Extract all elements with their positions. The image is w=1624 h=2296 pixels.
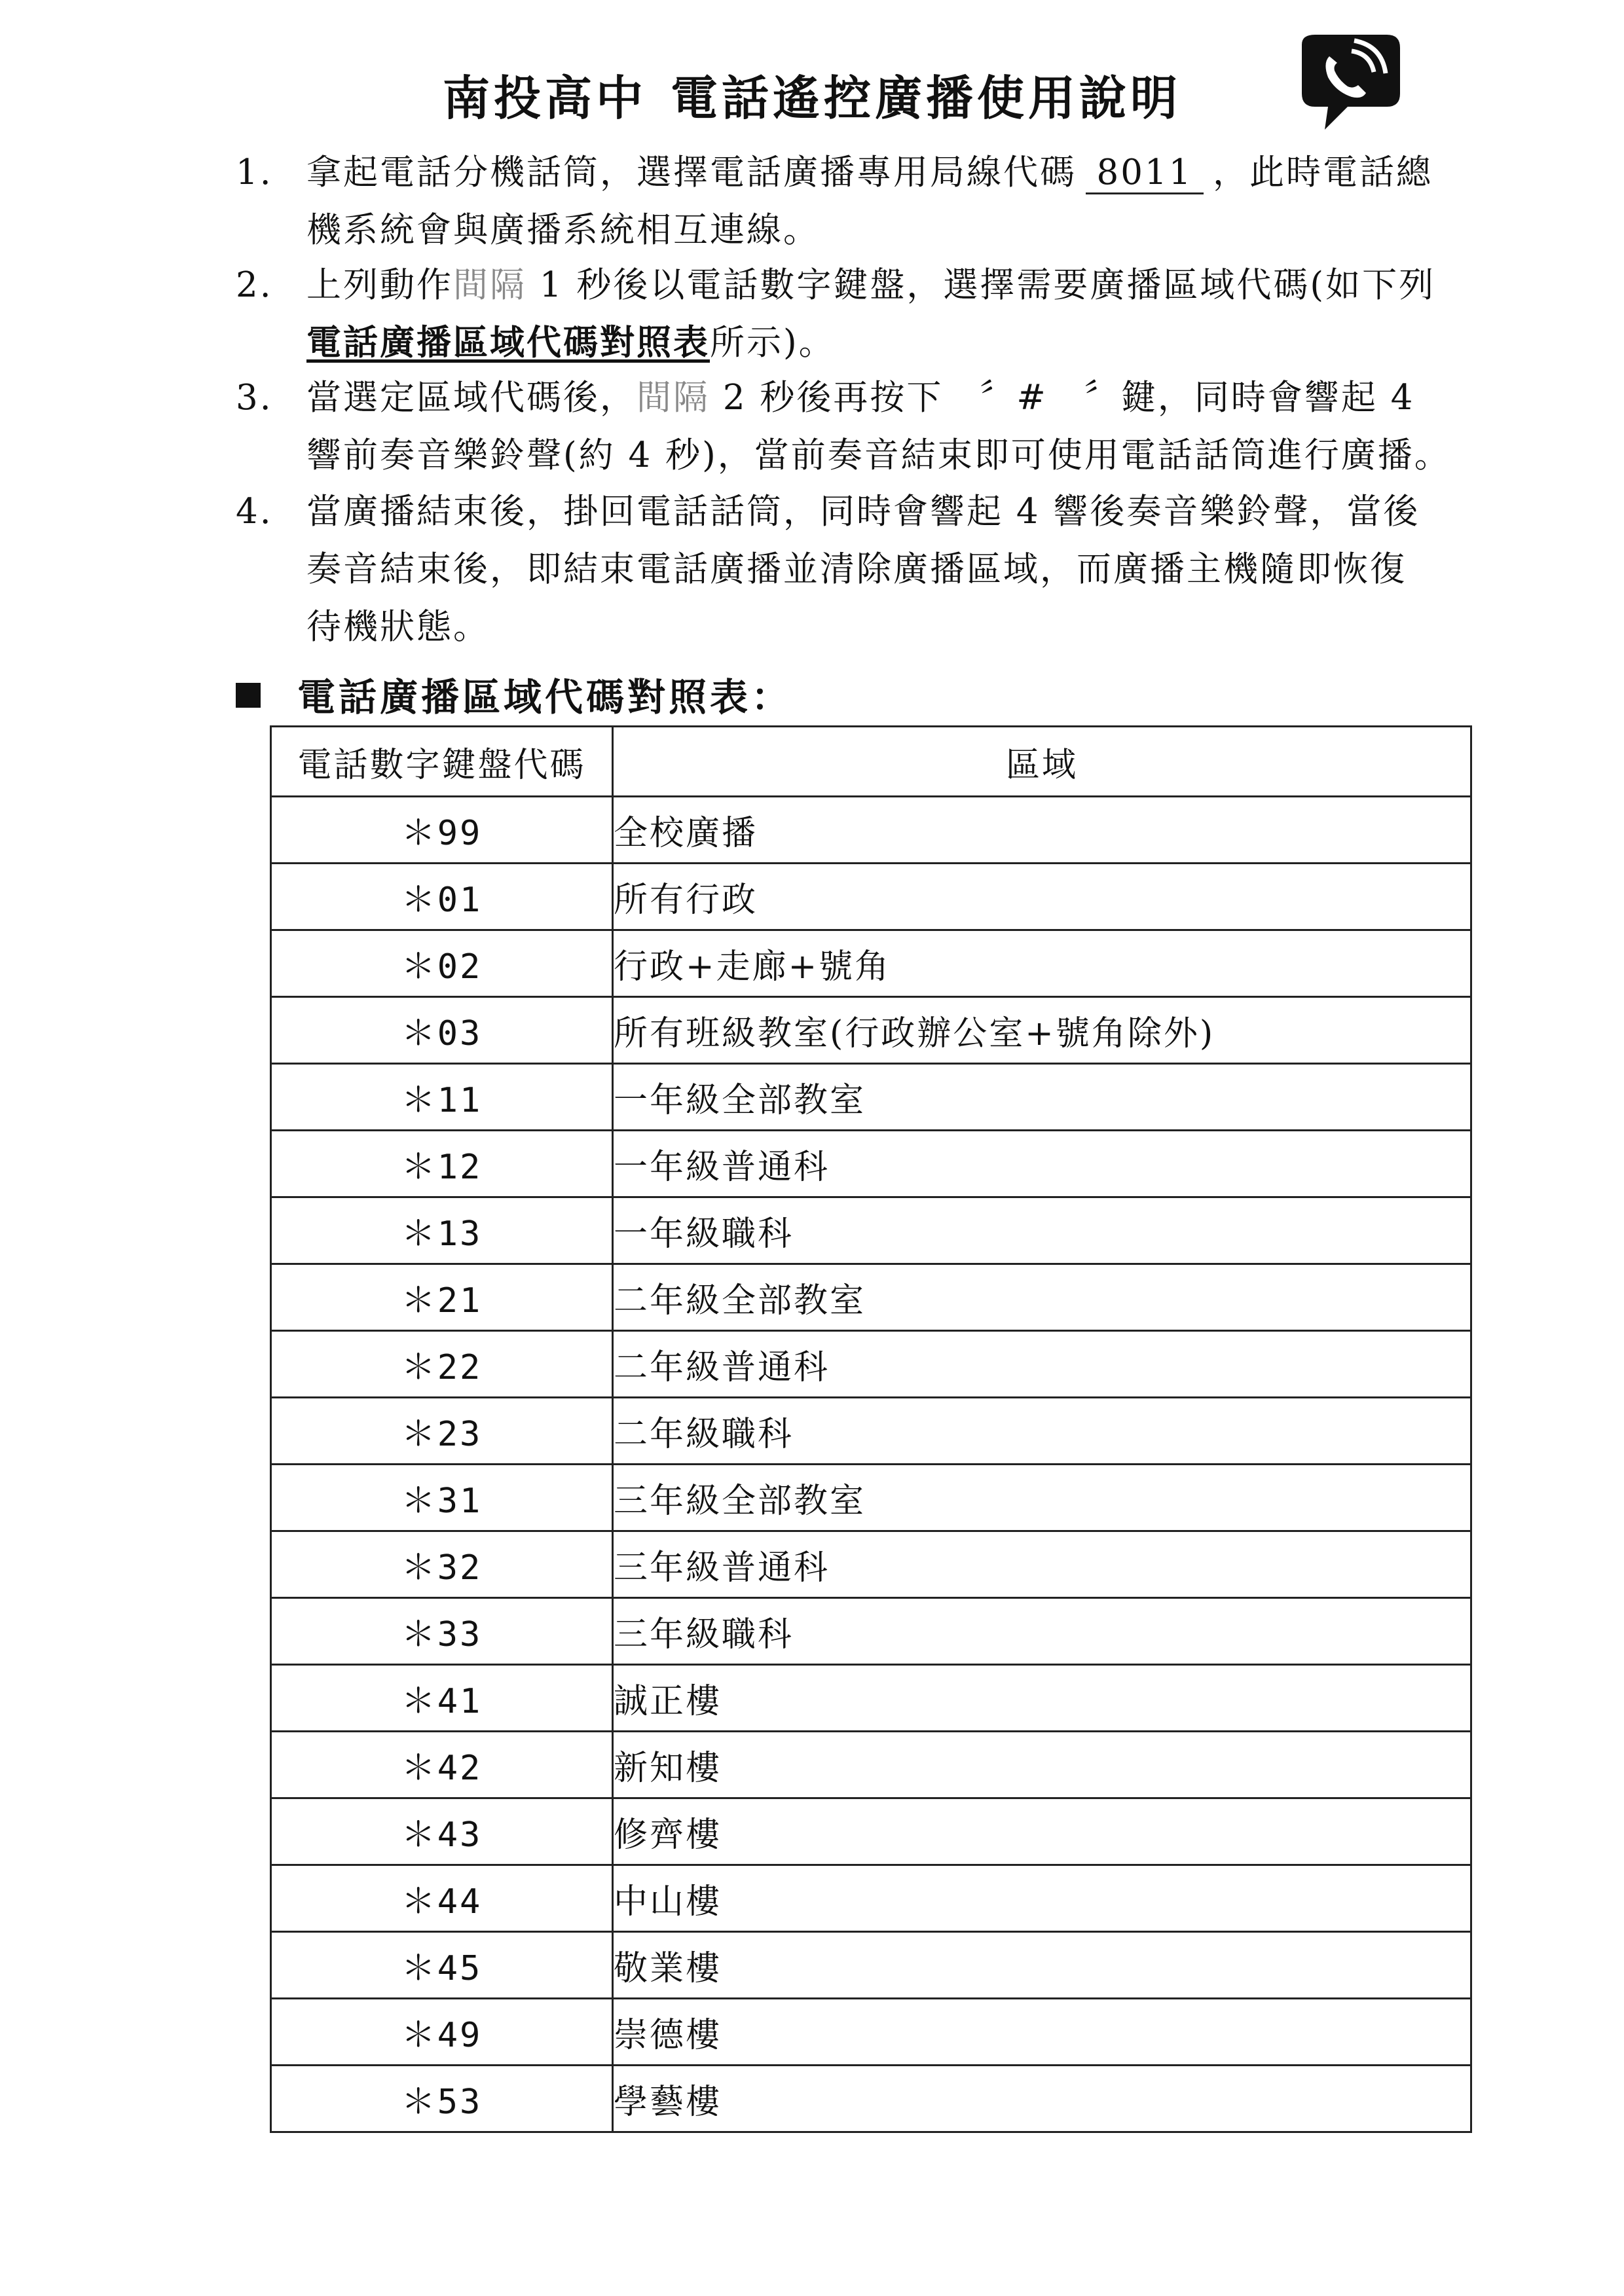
table-row [271,1064,1471,1131]
instruction-text: 待機狀態。 [306,607,490,647]
instruction-text: 當選定區域代碼後， [306,378,637,418]
area-cell: 學藝樓 [613,2066,1471,2132]
code-cell: ＊03 [271,997,613,1064]
code-cell: ＊31 [271,1465,613,1531]
table-row [271,930,1471,997]
instruction-text: 2 秒後再按下 〞# 〞鍵，同時會響起 4 [710,378,1415,418]
area-cell: 全校廣播 [613,797,1471,864]
area-cell: 三年級全部教室 [613,1465,1471,1531]
instruction-text: 當廣播結束後，掛回電話話筒，同時會響起 4 響後奏音樂鈴聲，當後 [306,492,1420,532]
table-row [271,1264,1471,1331]
area-cell: 所有班級教室(行政辦公室+號角除外) [613,997,1471,1064]
code-cell: ＊02 [271,930,613,997]
phone-speech-bubble-icon [1289,31,1407,136]
instruction-number: 1. [236,153,273,192]
instruction-number: 2. [236,265,273,305]
table-row [271,1531,1471,1598]
instruction-text: ，此時電話總 [1213,153,1433,192]
area-cell: 崇德樓 [613,1999,1471,2066]
area-code-table [270,725,1472,2133]
instruction-text: 間隔 [453,265,526,305]
code-cell: ＊43 [271,1798,613,1865]
table-row [271,1865,1471,1932]
title-subject: 電話遙控廣播使用說明 [671,71,1182,126]
area-cell: 一年級普通科 [613,1131,1471,1197]
code-cell: ＊11 [271,1064,613,1131]
area-cell: 中山樓 [613,1865,1471,1932]
area-cell: 誠正樓 [613,1665,1471,1732]
table-row [271,1999,1471,2066]
table-row [271,1598,1471,1665]
code-cell: ＊41 [271,1665,613,1732]
area-cell: 修齊樓 [613,1798,1471,1865]
instruction-text: 1 秒後以電話數字鍵盤，選擇需要廣播區域代碼(如下列 [526,265,1436,305]
table-row [271,1732,1471,1798]
table-row [271,1131,1471,1197]
code-cell: ＊53 [271,2066,613,2132]
table-row [271,1465,1471,1531]
code-cell: ＊49 [271,1999,613,2066]
area-cell: 敬業樓 [613,1932,1471,1999]
code-cell: ＊21 [271,1264,613,1331]
area-cell: 三年級普通科 [613,1531,1471,1598]
table-row [271,1798,1471,1865]
table-row [271,1665,1471,1732]
area-cell: 行政+走廊+號角 [613,930,1471,997]
title-school: 南投高中 [442,71,647,126]
table-row [271,997,1471,1064]
code-cell: ＊13 [271,1197,613,1264]
table-row [271,1197,1471,1264]
table-row [271,1932,1471,1999]
code-cell: ＊42 [271,1732,613,1798]
instruction-number: 4. [236,492,273,532]
area-cell: 所有行政 [613,864,1471,930]
table-row [271,2066,1471,2132]
section-heading [236,666,792,721]
area-cell: 新知樓 [613,1732,1471,1798]
area-cell: 二年級職科 [613,1398,1471,1465]
table-row [271,1398,1471,1465]
table-row [271,1331,1471,1398]
instruction-text: 響前奏音樂鈴聲(約 4 秒)，當前奏音結束即可使用電話話筒進行廣播。 [306,435,1451,475]
header-code: 電話數字鍵盤代碼 [271,727,613,797]
square-bullet-icon [236,683,261,708]
header-area: 區域 [613,727,1471,797]
code-cell: ＊99 [271,797,613,864]
instruction-text: 奏音結束後，即結束電話廣播並清除廣播區域，而廣播主機隨即恢復 [306,549,1407,589]
code-cell: ＊22 [271,1331,613,1398]
table-row [271,797,1471,864]
instruction-text: 機系統會與廣播系統相互連線。 [306,210,820,250]
area-cell: 二年級普通科 [613,1331,1471,1398]
instruction-text: 上列動作 [306,265,453,305]
table-row [271,864,1471,930]
instruction-number: 3. [236,378,273,418]
code-cell: ＊33 [271,1598,613,1665]
code-cell: ＊32 [271,1531,613,1598]
instruction-text: 間隔 [637,378,710,418]
code-cell: ＊23 [271,1398,613,1465]
area-cell: 三年級職科 [613,1598,1471,1665]
code-cell: ＊12 [271,1131,613,1197]
table-reference: 電話廣播區域代碼對照表 [306,323,710,363]
table-header-row [271,727,1471,797]
section-heading-text: 電話廣播區域代碼對照表： [297,675,793,720]
code-cell: ＊44 [271,1865,613,1932]
area-cell: 一年級全部教室 [613,1064,1471,1131]
code-cell: ＊45 [271,1932,613,1999]
area-cell: 二年級全部教室 [613,1264,1471,1331]
code-cell: ＊01 [271,864,613,930]
area-cell: 一年級職科 [613,1197,1471,1264]
instruction-text: 拿起電話分機話筒，選擇電話廣播專用局線代碼 [306,153,1077,192]
instruction-text: 所示)。 [710,323,836,363]
trunk-code: 8011 [1086,153,1204,194]
